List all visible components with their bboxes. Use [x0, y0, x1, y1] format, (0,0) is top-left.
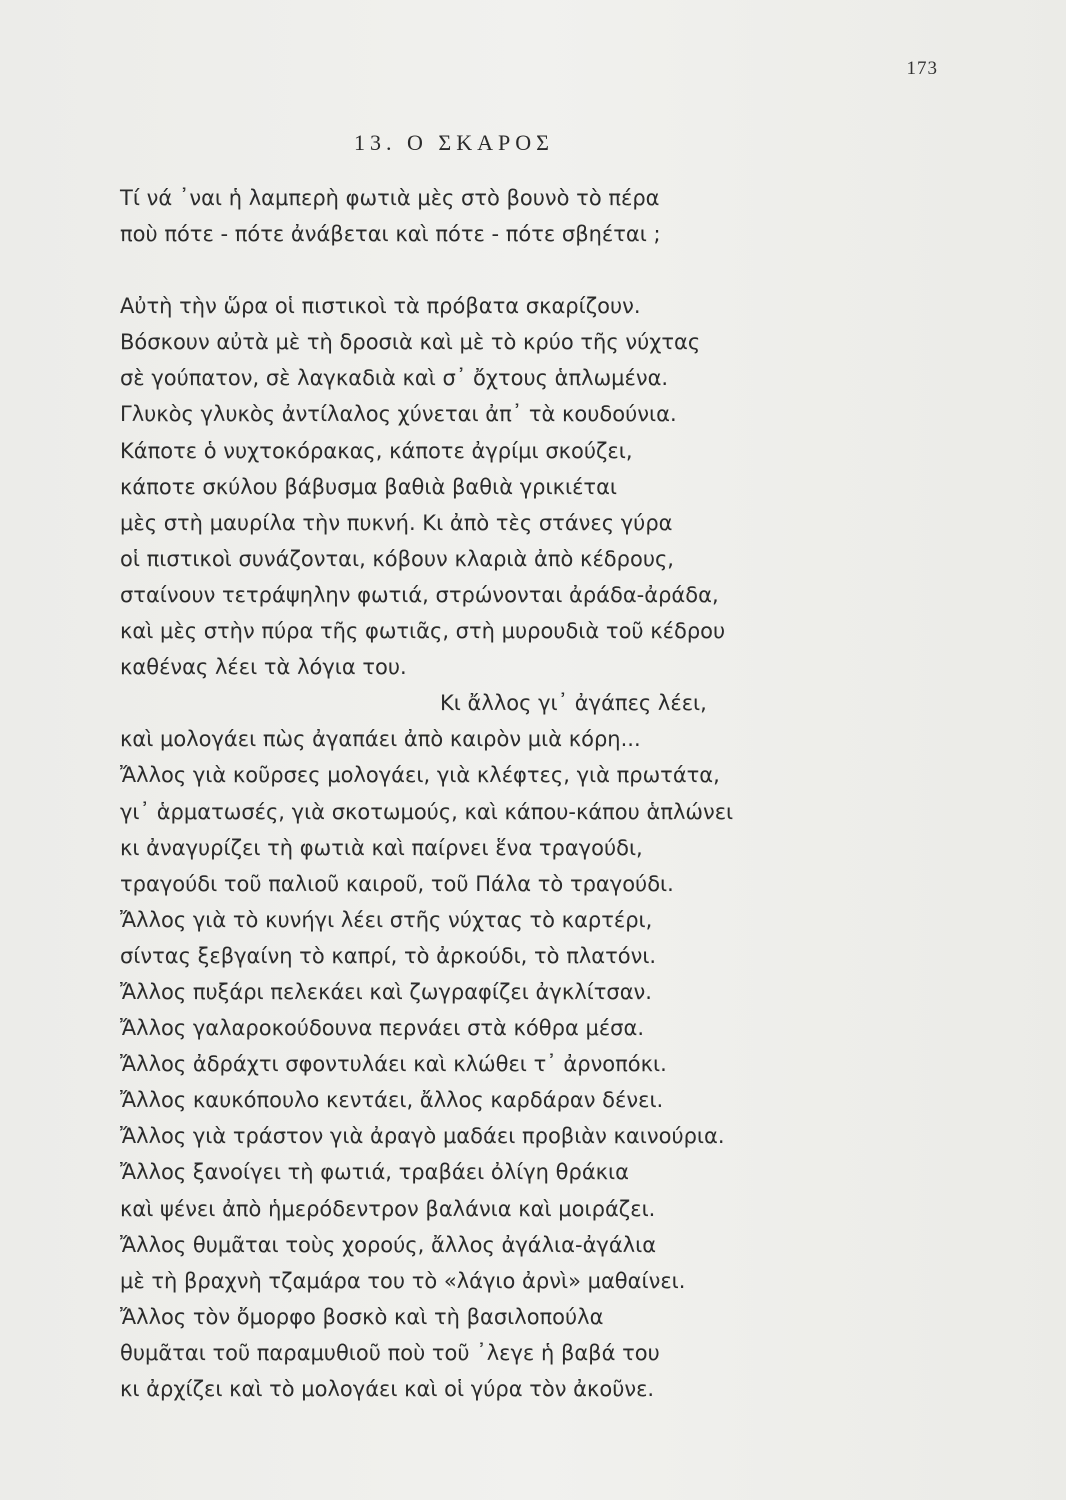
poem-line: καὶ μὲς στὴν πύρα τῆς φωτιᾶς, στὴ μυρουδιὰ τοῦ κέδρου: [120, 619, 726, 644]
poem-line: Ἄλλος γαλαροκούδουνα περνάει στὰ κόθρα μέσα.: [120, 1016, 645, 1041]
poem-line: Τί νά ᾿ναι ἡ λαμπερὴ φωτιὰ μὲς στὸ βουνὸ τὸ πέρα: [120, 186, 660, 210]
poem-line: Ἄλλος θυμᾶται τοὺς χορούς, ἄλλος ἀγάλια-ἀγάλια: [120, 1232, 657, 1257]
poem-body: [120, 180, 950, 1407]
poem-line: γι᾿ ἁρματωσές, γιὰ σκοτωμούς, καὶ κάπου-κάπου ἁπλώνει: [120, 799, 734, 824]
stanza-2: [120, 288, 950, 1407]
poem-line-indented: Κι ἄλλος γι᾿ ἀγάπες λέει,: [440, 691, 707, 716]
poem-title: 13. Ο ΣΚΑΡΟΣ: [354, 130, 554, 155]
poem-line: Γλυκὸς γλυκὸς ἀντίλαλος χύνεται ἀπ᾿ τὰ κουδούνια.: [120, 402, 677, 427]
stanza-1: [120, 180, 950, 252]
poem-line: κι ἀρχίζει καὶ τὸ μολογάει καὶ οἱ γύρα τὸν ἀκοῦνε.: [120, 1377, 655, 1401]
poem-line: καὶ ψένει ἀπὸ ἡμερόδεντρον βαλάνια καὶ μοιράζει.: [120, 1196, 656, 1221]
poem-line: Ἄλλος ξανοίγει τὴ φωτιά, τραβάει ὀλίγη θράκια: [120, 1160, 629, 1185]
poem-line: Ἄλλος γιὰ τράστον γιὰ ἀραγὸ μαδάει προβιὰν καινούρια.: [120, 1124, 725, 1149]
poem-line: Ἄλλος γιὰ κοῦρσες μολογάει, γιὰ κλέφτες, γιὰ πρωτάτα,: [120, 763, 720, 788]
poem-line: οἱ πιστικοὶ συνάζονται, κόβουν κλαριὰ ἀπὸ κέδρους,: [120, 546, 674, 571]
poem-line: Βόσκουν αὐτὰ μὲ τὴ δροσιὰ καὶ μὲ τὸ κρύο τῆς νύχτας: [120, 330, 701, 355]
poem-line: καὶ μολογάει πὼς ἀγαπάει ἀπὸ καιρὸν μιὰ κόρη...: [120, 727, 641, 752]
poem-line: τραγούδι τοῦ παλιοῦ καιροῦ, τοῦ Πάλα τὸ τραγούδι.: [120, 871, 674, 896]
poem-line: Αὐτὴ τὴν ὥρα οἱ πιστικοὶ τὰ πρόβατα σκαρίζουν.: [120, 294, 641, 319]
poem-line: σὲ γούπατον, σὲ λαγκαδιὰ καὶ σ᾿ ὄχτους ἁπλωμένα.: [120, 366, 669, 391]
poem-line: καθένας λέει τὰ λόγια του.: [120, 655, 407, 680]
poem-line: Ἄλλος πυξάρι πελεκάει καὶ ζωγραφίζει ἀγκλίτσαν.: [120, 979, 652, 1004]
poem-line: Ἄλλος ἀδράχτι σφοντυλάει καὶ κλώθει τ᾿ ἀρνοπόκι.: [120, 1052, 667, 1077]
poem-line: Ἄλλος γιὰ τὸ κυνήγι λέει στῆς νύχτας τὸ καρτέρι,: [120, 907, 653, 932]
stanza-gap: [120, 252, 950, 288]
poem-line: ποὺ πότε - πότε ἀνάβεται καὶ πότε - πότε σβηέται ;: [120, 222, 661, 247]
poem-line: μὲς στὴ μαυρίλα τὴν πυκνή. Κι ἀπὸ τὲς στάνες γύρα: [120, 510, 673, 535]
poem-line: κάποτε σκύλου βάβυσμα βαθιὰ βαθιὰ γρικιέται: [120, 474, 618, 499]
poem-line: σίντας ξεβγαίνη τὸ καπρί, τὸ ἀρκούδι, τὸ πλατόνι.: [120, 943, 657, 968]
poem-line: κι ἀναγυρίζει τὴ φωτιὰ καὶ παίρνει ἕνα τραγούδι,: [120, 835, 643, 860]
poem-line: Κάποτε ὁ νυχτοκόρακας, κάποτε ἀγρίμι σκούζει,: [120, 438, 633, 463]
poem-line: θυμᾶται τοῦ παραμυθιοῦ ποὺ τοῦ ᾿λεγε ἡ βαβά του: [120, 1340, 660, 1365]
poem-line: σταίνουν τετράψηλην φωτιά, στρώνονται ἀράδα-ἀράδα,: [120, 582, 719, 607]
page-number: 173: [906, 58, 938, 79]
poem-line: Ἄλλος τὸν ὄμορφο βοσκὸ καὶ τὴ βασιλοπούλα: [120, 1304, 604, 1329]
poem-line: Ἄλλος καυκόπουλο κεντάει, ἄλλος καρδάραν δένει.: [120, 1088, 664, 1113]
poem-line: μὲ τὴ βραχνὴ τζαμάρα του τὸ «λάγιο ἀρνὶ» μαθαίνει.: [120, 1268, 686, 1293]
